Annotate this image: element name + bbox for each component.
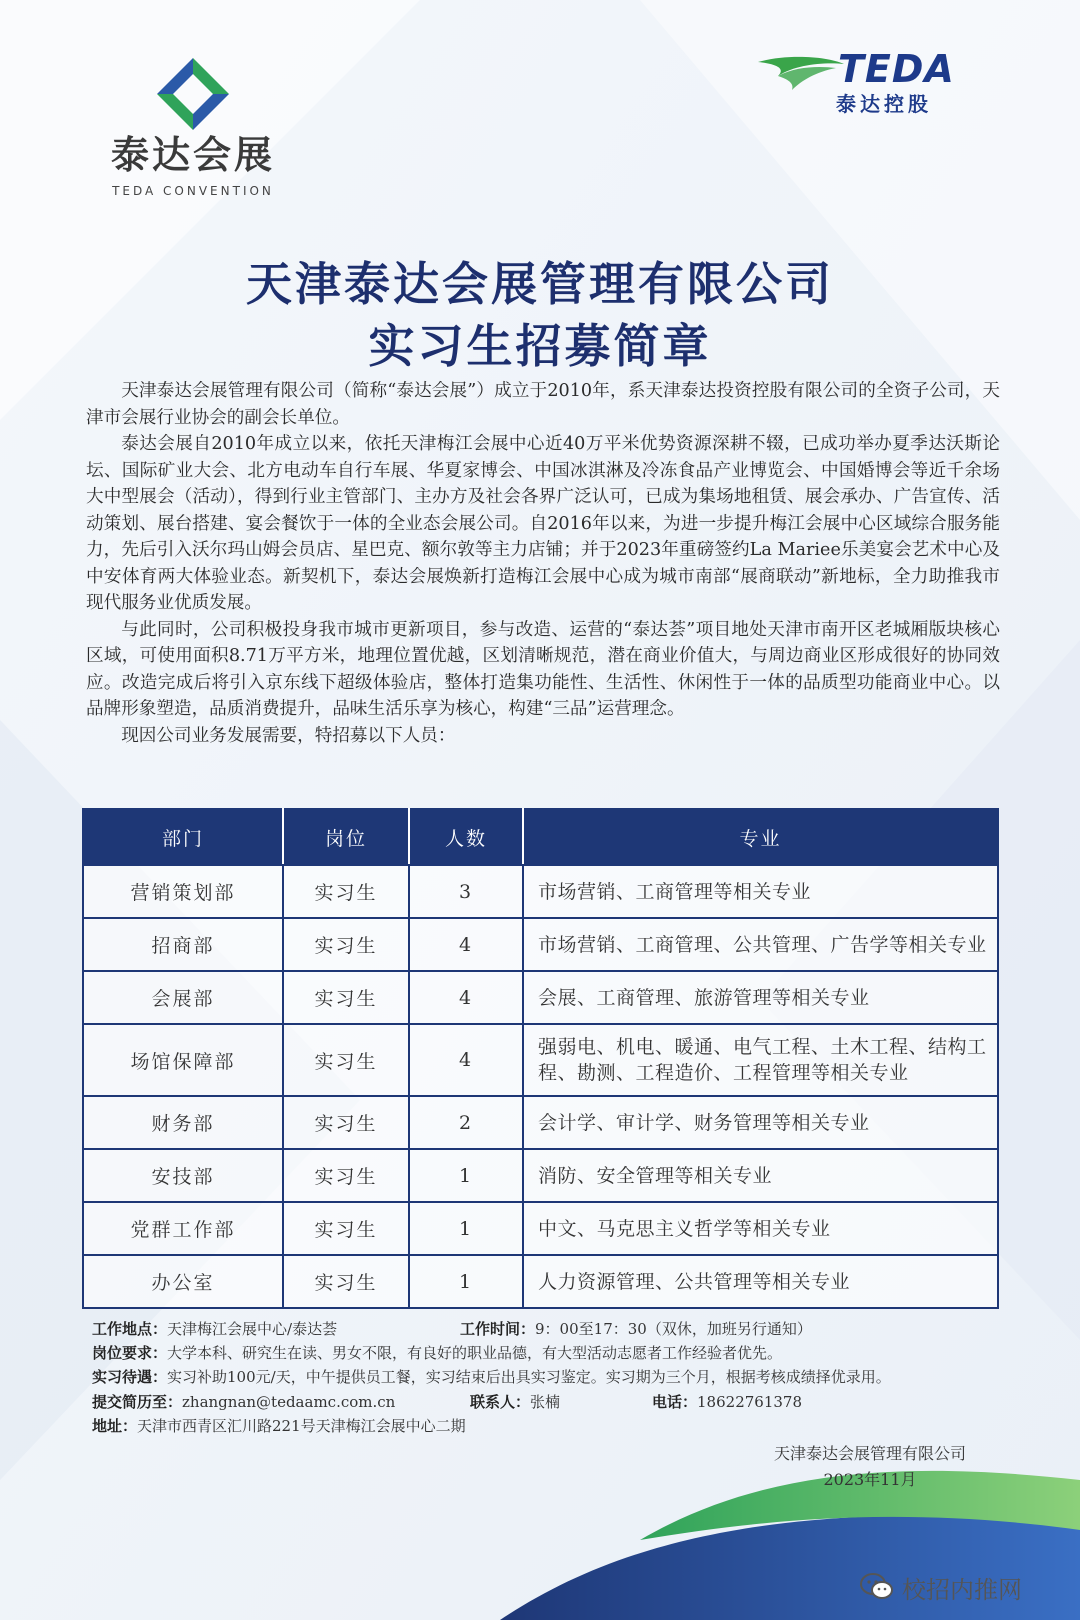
work-location-label: 工作地点： bbox=[92, 1320, 168, 1338]
diamond-logo-icon bbox=[155, 56, 231, 132]
table-row bbox=[83, 1202, 998, 1255]
table-row bbox=[83, 1149, 998, 1202]
table-header-row bbox=[83, 809, 998, 865]
recruitment-table bbox=[82, 808, 999, 1309]
cell-major: 中文、马克思主义哲学等相关专业 bbox=[523, 1202, 998, 1255]
header-position: 岗位 bbox=[283, 809, 409, 865]
page-title: 天津泰达会展管理有限公司 bbox=[246, 257, 834, 311]
cell-headcount: 1 bbox=[409, 1202, 523, 1255]
signature-date: 2023年11月 bbox=[823, 1470, 917, 1489]
contact-person bbox=[470, 1391, 560, 1413]
cell-headcount: 4 bbox=[409, 1024, 523, 1096]
cell-position: 实习生 bbox=[283, 1024, 409, 1096]
cell-department: 营销策划部 bbox=[83, 865, 283, 918]
work-hours bbox=[460, 1318, 812, 1340]
requirements-value: 大学本科、研究生在读、男女不限，有良好的职业品德，有大型活动志愿者工作经验者优先。 bbox=[167, 1344, 783, 1362]
contact-value: 张楠 bbox=[530, 1393, 561, 1411]
resume-email-link[interactable]: zhangnan@tedaamc.com.cn bbox=[182, 1393, 396, 1411]
cell-headcount: 1 bbox=[409, 1149, 523, 1202]
benefits-row bbox=[92, 1366, 891, 1388]
address-label: 地址： bbox=[92, 1417, 138, 1435]
cell-department: 财务部 bbox=[83, 1096, 283, 1149]
cell-position: 实习生 bbox=[283, 918, 409, 971]
table-row bbox=[83, 1255, 998, 1308]
page-subtitle: 实习生招募简章 bbox=[368, 319, 712, 373]
address-row bbox=[92, 1415, 466, 1437]
phone-label: 电话： bbox=[652, 1393, 698, 1411]
header-department: 部门 bbox=[83, 809, 283, 865]
cell-department: 党群工作部 bbox=[83, 1202, 283, 1255]
cell-position: 实习生 bbox=[283, 1255, 409, 1308]
benefits-label: 实习待遇： bbox=[92, 1368, 168, 1386]
cell-major: 强弱电、机电、暖通、电气工程、土木工程、结构工程、勘测、工程造价、工程管理等相关专业 bbox=[523, 1024, 998, 1096]
cell-headcount: 4 bbox=[409, 971, 523, 1024]
company-introduction bbox=[86, 378, 1000, 749]
logo-brand-english: TEDA CONVENTION bbox=[112, 184, 274, 198]
teda-convention-logo bbox=[98, 56, 288, 198]
requirements-row bbox=[92, 1342, 782, 1364]
work-hours-label: 工作时间： bbox=[460, 1320, 536, 1338]
cell-department: 场馆保障部 bbox=[83, 1024, 283, 1096]
cell-position: 实习生 bbox=[283, 1202, 409, 1255]
cell-headcount: 1 bbox=[409, 1255, 523, 1308]
cell-major: 市场营销、工商管理等相关专业 bbox=[523, 865, 998, 918]
teda-holdings-logo bbox=[756, 47, 976, 116]
teda-swoosh-icon bbox=[756, 54, 846, 94]
cell-headcount: 4 bbox=[409, 918, 523, 971]
address-value: 天津市西青区汇川路221号天津梅江会展中心二期 bbox=[137, 1417, 466, 1435]
cell-department: 安技部 bbox=[83, 1149, 283, 1202]
cell-major: 市场营销、工商管理、公共管理、广告学等相关专业 bbox=[523, 918, 998, 971]
cell-department: 会展部 bbox=[83, 971, 283, 1024]
cell-position: 实习生 bbox=[283, 1096, 409, 1149]
requirements-label: 岗位要求： bbox=[92, 1344, 168, 1362]
table-row bbox=[83, 1024, 998, 1096]
contact-label: 联系人： bbox=[470, 1393, 531, 1411]
table-row bbox=[83, 918, 998, 971]
intro-paragraph: 天津泰达会展管理有限公司（简称“泰达会展”）成立于2010年，系天津泰达投资控股有限公司的全资子公司，天津市会展行业协会的副会长单位。 bbox=[86, 381, 1000, 428]
header-headcount: 人数 bbox=[409, 809, 523, 865]
cell-major: 消防、安全管理等相关专业 bbox=[523, 1149, 998, 1202]
cell-department: 办公室 bbox=[83, 1255, 283, 1308]
cell-position: 实习生 bbox=[283, 971, 409, 1024]
cell-headcount: 2 bbox=[409, 1096, 523, 1149]
table-row bbox=[83, 971, 998, 1024]
header-major: 专业 bbox=[523, 809, 998, 865]
table-row bbox=[83, 865, 998, 918]
work-hours-value: 9：00至17：30（双休，加班另行通知） bbox=[535, 1320, 812, 1338]
signature-company: 天津泰达会展管理有限公司 bbox=[773, 1444, 966, 1463]
teda-wordmark: TEDA bbox=[838, 47, 955, 91]
phone-value: 18622761378 bbox=[697, 1393, 802, 1411]
intro-paragraph: 与此同时，公司积极投身我市城市更新项目，参与改造、运营的“泰达荟”项目地处天津市南开区老城厢版块核心区域，可使用面积8.71万平方米，地理位置优越，区划清晰规范，潜在商业价值大，与周边商业区形成很好的协同效应。改造完成后将引入京东线下超级体验店，整体打造集功能性、生活性、休闲性于一体的品质型功能商业中心。以品牌形象塑造，品质消费提升，品味生活乐享为核心，构建“三品”运营理念。 bbox=[86, 619, 1000, 719]
resume-email bbox=[92, 1391, 395, 1413]
cell-headcount: 3 bbox=[409, 865, 523, 918]
work-location bbox=[92, 1318, 337, 1340]
teda-holdings-name: 泰达控股 bbox=[836, 92, 932, 116]
cell-major: 会展、工商管理、旅游管理等相关专业 bbox=[523, 971, 998, 1024]
cell-major: 会计学、审计学、财务管理等相关专业 bbox=[523, 1096, 998, 1149]
cell-department: 招商部 bbox=[83, 918, 283, 971]
wechat-icon bbox=[860, 1572, 894, 1602]
table-row bbox=[83, 1096, 998, 1149]
benefits-value: 实习补助100元/天，中午提供员工餐，实习结束后出具实习鉴定。实习期为三个月，根据考核成绩择优录用。 bbox=[167, 1368, 891, 1386]
contact-phone bbox=[652, 1391, 802, 1413]
resume-label: 提交简历至： bbox=[92, 1393, 183, 1411]
cell-position: 实习生 bbox=[283, 1149, 409, 1202]
work-location-value: 天津梅江会展中心/泰达荟 bbox=[167, 1320, 338, 1338]
intro-paragraph: 泰达会展自2010年成立以来，依托天津梅江会展中心近40万平米优势资源深耕不辍，已成功举办夏季达沃斯论坛、国际矿业大会、北方电动车自行车展、华夏家博会、中国冰淇淋及冷冻食品产业博览会、中国婚博会等近千余场大中型展会（活动），得到行业主管部门、主办方及社会各界广泛认可，已成为集场地租赁、展会承办、广告宣传、活动策划、展台搭建、宴会餐饮于一体的全业态会展公司。自2016年以来，为进一步提升梅江会展中心区域综合服务能力，先后引入沃尔玛山姆会员店、星巴克、额尔敦等主力店铺；并于2023年重磅签约La Mariee乐美宴会艺术中心及中安体育两大体验业态。新契机下，泰达会展焕新打造梅江会展中心成为城市南部“展商联动”新地标，全力助推我市现代服务业优质发展。 bbox=[86, 434, 1000, 613]
intro-paragraph: 现因公司业务发展需要，特招募以下人员： bbox=[121, 725, 456, 746]
watermark-text: 校招内推网 bbox=[902, 1576, 1022, 1604]
cell-position: 实习生 bbox=[283, 865, 409, 918]
cell-major: 人力资源管理、公共管理等相关专业 bbox=[523, 1255, 998, 1308]
logo-brand-name: 泰达会展 bbox=[110, 133, 275, 177]
